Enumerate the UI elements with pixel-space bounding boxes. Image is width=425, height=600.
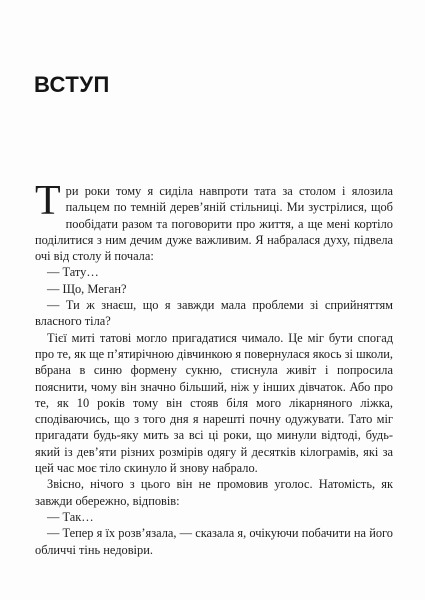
paragraph-text: ри роки тому я сиділа навпроти тата за столом і ялозила пальцем по темній дерев’яній стільниці. Ми зустрілися, щоб пообідати разом та поговорити про життя, а ще мені кортіло поділитися з ним дечим дуже важливим. Я набралася духу, підвела очі від столу й почала: [35,184,393,264]
dialog-line: — Що, Меган? [47,281,127,296]
dialog-line: — Тепер я їх розв’язала, — сказала я, очікуючи побачити на його обличчі тінь недовіри. [35,526,393,557]
dialog-line: — Ти ж знаєш, що я завжди мала проблеми зі сприйняттям власного тіла? [35,298,393,329]
chapter-body [35,178,393,558]
paragraph-text: Звісно, нічого з цього він не промовив уголос. Натомість, як завжди обережно, відповів: [35,477,393,508]
dialog-line: — Так… [47,509,94,524]
paragraph-intro [35,178,393,264]
chapter-heading: ВСТУП [34,72,110,97]
paragraph-text: Тієї миті татові могло пригадатися чимало. Це міг бути спогад про те, як ще п’ятирічною дівчинкою я повернулася якось зі школи, вбрана в синю формену сукню, стиснула живіт і попросила пояснити, чому він значно більший, ніж у інших дівчаток. Або про те, як 10 років тому він стояв біля мого лікарняного ліжка, сподіваючись, що з того дня я нарешті почну одужувати. Тато міг пригадати будь-яку мить за всі ці роки, що минули відтоді, будь-який із дев’яти різних розмірів одягу й десятків кілограмів, які за цей час моє тіло скинуло й знову набрало. [35,330,393,476]
drop-cap: Т [35,178,61,224]
dialog-line: — Тату… [47,265,99,280]
